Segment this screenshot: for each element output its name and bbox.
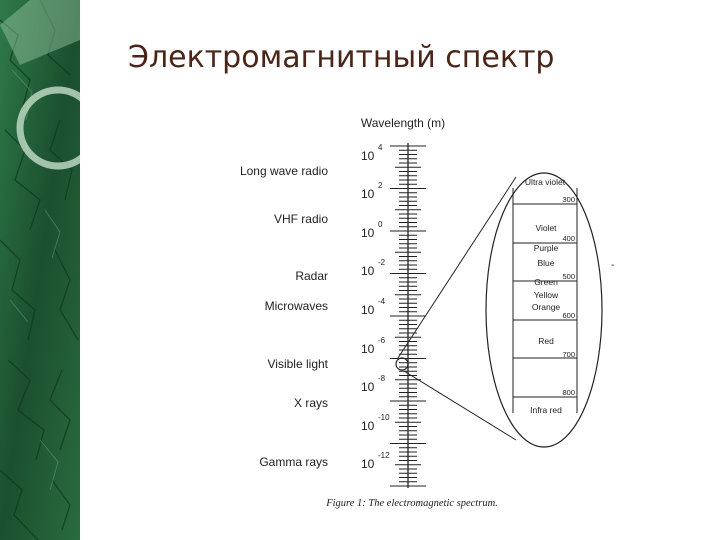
band-label: VHF radio	[273, 212, 328, 226]
scale-label: 300	[562, 195, 575, 204]
tick-base: 10	[361, 303, 375, 317]
tick-exponent: -2	[378, 258, 386, 267]
band-label: Long wave radio	[239, 164, 328, 178]
tick-label	[361, 143, 383, 163]
tick-exponent: 4	[378, 143, 383, 152]
wavelength-ruler	[390, 143, 426, 488]
axis-title: Wavelength (m)	[360, 116, 446, 130]
band-label: Radar	[295, 269, 328, 283]
tick-exponent: -8	[378, 374, 386, 383]
band-label: X rays	[293, 396, 328, 410]
tick-label	[361, 181, 383, 201]
tick-base: 10	[361, 457, 375, 471]
scale-label: 500	[562, 272, 575, 281]
tick-base: 10	[361, 419, 375, 433]
tick-base: 10	[361, 149, 375, 163]
scale-label: 600	[562, 311, 575, 320]
slide-title: Электромагнитный спектр	[128, 40, 555, 75]
tick-exponent: -12	[378, 451, 390, 460]
infra-red-label: Infra red	[530, 405, 562, 415]
tick-base: 10	[361, 187, 375, 201]
tick-exponent: -6	[378, 336, 386, 345]
visible-zoom-marker	[396, 358, 408, 370]
tick-label	[361, 258, 386, 278]
color-label: Purple	[533, 243, 559, 253]
tick-base: 10	[361, 226, 375, 240]
tick-label	[361, 451, 390, 471]
tick-label	[361, 297, 386, 317]
tick-base: 10	[361, 264, 375, 278]
tick-exponent: -10	[378, 413, 390, 422]
band-label: Gamma rays	[259, 455, 328, 469]
scale-label: 700	[562, 350, 575, 359]
figure-caption: Figure 1: The electromagnetic spectrum.	[326, 498, 498, 509]
color-label: Red	[538, 336, 554, 346]
color-label: Violet	[535, 223, 557, 233]
zoom-line-bottom	[404, 371, 516, 440]
tick-base: 10	[361, 380, 375, 394]
tick-label	[361, 413, 390, 433]
color-label: Green	[534, 277, 558, 287]
tick-base: 10	[361, 342, 375, 356]
tick-label	[361, 374, 386, 394]
band-label: Visible light	[267, 357, 328, 371]
tick-label	[361, 220, 383, 240]
color-label: Blue	[537, 258, 555, 268]
tick-exponent: -4	[378, 297, 386, 306]
color-label: Yellow	[533, 290, 559, 300]
color-label: Orange	[531, 302, 561, 312]
tick-label	[361, 336, 386, 356]
ultra-violet-label: Ultra violet	[524, 177, 566, 187]
tick-exponent: 2	[378, 181, 383, 190]
zoom-line-top	[398, 177, 516, 358]
band-label: Microwaves	[264, 299, 328, 313]
stray-mark: -	[611, 260, 615, 271]
tick-exponent: 0	[378, 220, 383, 229]
scale-label: 400	[562, 234, 575, 243]
scale-label: 800	[562, 388, 575, 397]
